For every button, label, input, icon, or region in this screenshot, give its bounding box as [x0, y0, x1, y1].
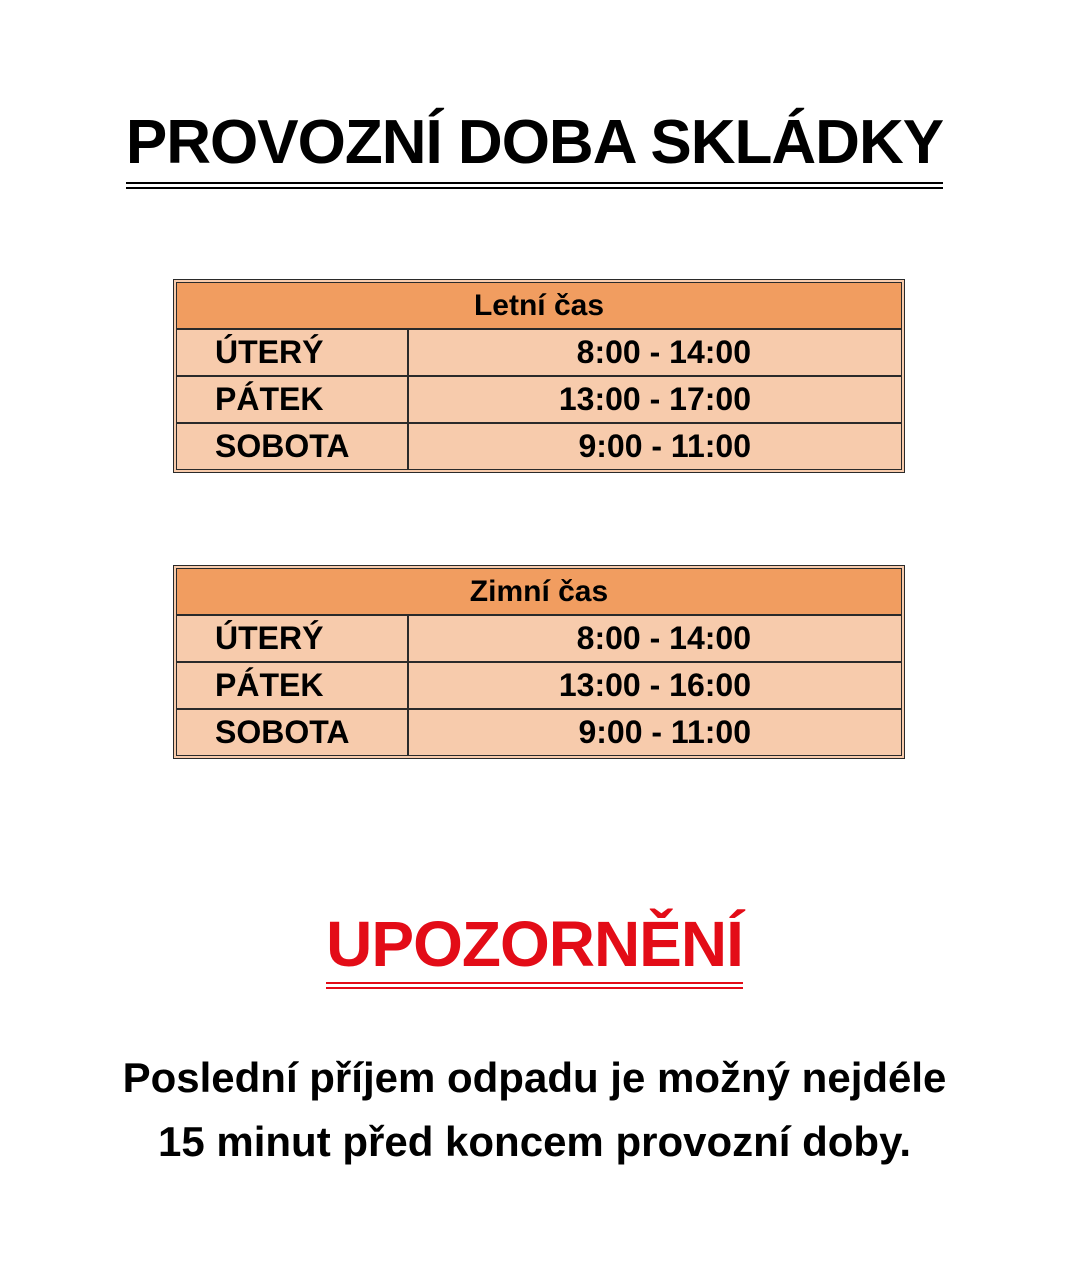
- title-container: [0, 108, 1069, 189]
- table-row: [177, 377, 901, 424]
- hours-cell: 13:00 - 16:00: [558, 667, 751, 703]
- table-row: [177, 710, 901, 755]
- table-row: [177, 330, 901, 377]
- table-row: [177, 663, 901, 710]
- hours-cell: 8:00 - 14:00: [576, 334, 751, 370]
- summer-schedule-heading: Letní čas: [177, 283, 901, 330]
- table-row: [177, 424, 901, 469]
- hours-cell: 9:00 - 11:00: [578, 428, 751, 464]
- warning-note: [0, 1046, 1069, 1174]
- table-row: [177, 616, 901, 663]
- hours-cell: 8:00 - 14:00: [576, 620, 751, 656]
- warning-container: [0, 908, 1069, 989]
- page-title: PROVOZNÍ DOBA SKLÁDKY: [126, 108, 943, 189]
- winter-schedule-heading: Zimní čas: [177, 569, 901, 616]
- warning-note-line: Poslední příjem odpadu je možný nejdéle: [122, 1054, 947, 1101]
- day-cell: ÚTERÝ: [177, 330, 409, 375]
- summer-schedule-table: [173, 279, 905, 473]
- hours-cell: 13:00 - 17:00: [558, 381, 751, 417]
- hours-cell: 9:00 - 11:00: [578, 714, 751, 750]
- day-cell: PÁTEK: [177, 377, 409, 422]
- day-cell: ÚTERÝ: [177, 616, 409, 661]
- warning-note-line: 15 minut před koncem provozní doby.: [158, 1118, 911, 1165]
- day-cell: SOBOTA: [177, 710, 409, 755]
- day-cell: SOBOTA: [177, 424, 409, 469]
- day-cell: PÁTEK: [177, 663, 409, 708]
- warning-heading: UPOZORNĚNÍ: [326, 908, 743, 989]
- winter-schedule-table: [173, 565, 905, 759]
